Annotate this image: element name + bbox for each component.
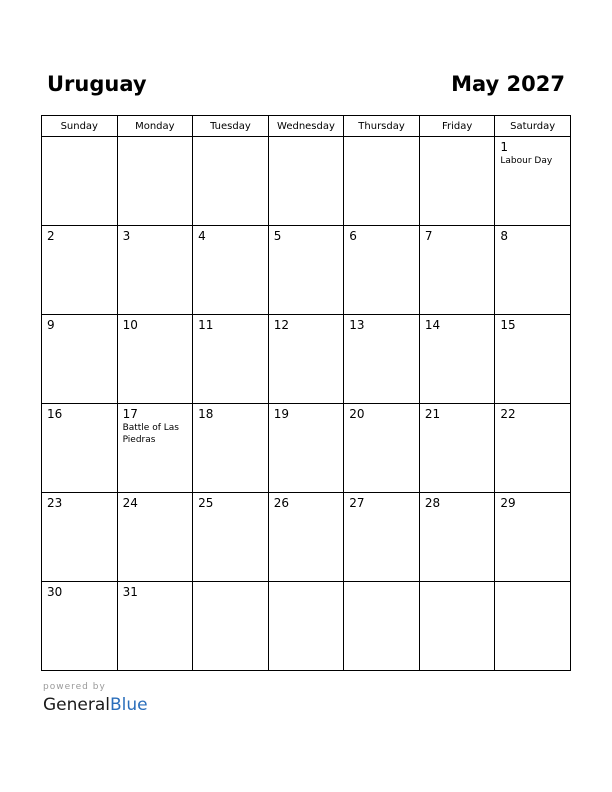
week-row xyxy=(42,226,571,315)
day-cell xyxy=(268,315,344,404)
day-cell xyxy=(117,226,193,315)
holiday-label xyxy=(344,140,419,141)
day-cell xyxy=(344,315,420,404)
holiday-label xyxy=(344,421,419,422)
day-number: 5 xyxy=(273,229,282,243)
day-cell xyxy=(268,582,344,671)
holiday-label xyxy=(118,332,193,333)
holiday-label xyxy=(193,243,268,244)
weekday-sunday: Sunday xyxy=(42,116,118,137)
holiday-label xyxy=(118,243,193,244)
day-cell xyxy=(495,137,571,226)
day-cell xyxy=(193,582,269,671)
week-row xyxy=(42,582,571,671)
holiday-label xyxy=(42,421,117,422)
day-number: 23 xyxy=(47,496,63,510)
day-number: 8 xyxy=(500,229,509,243)
day-cell xyxy=(344,582,420,671)
day-number: 21 xyxy=(424,407,441,421)
day-number: 2 xyxy=(47,229,55,243)
day-cell xyxy=(42,582,118,671)
holiday-label xyxy=(420,585,495,586)
weekday-thursday: Thursday xyxy=(344,116,420,137)
holiday-label xyxy=(193,332,268,333)
country-title: Uruguay xyxy=(47,72,147,96)
day-cell xyxy=(117,137,193,226)
week-row xyxy=(42,404,571,493)
month-year-title: May 2027 xyxy=(451,72,565,96)
holiday-label xyxy=(269,585,344,586)
week-row xyxy=(42,493,571,582)
week-row xyxy=(42,315,571,404)
day-number: 31 xyxy=(122,585,138,599)
holiday-label xyxy=(344,332,419,333)
holiday-label xyxy=(193,421,268,422)
weekday-saturday: Saturday xyxy=(495,116,571,137)
day-number: 25 xyxy=(198,496,214,510)
day-number: 14 xyxy=(424,318,441,332)
holiday-label xyxy=(42,140,117,141)
day-cell xyxy=(42,226,118,315)
brand-general-text: General xyxy=(43,695,110,715)
week-row xyxy=(42,137,571,226)
day-cell xyxy=(42,493,118,582)
calendar-grid xyxy=(41,115,571,671)
footer-branding xyxy=(43,682,148,715)
holiday-label xyxy=(118,140,193,141)
holiday-label xyxy=(269,243,344,244)
holiday-label xyxy=(118,510,193,511)
holiday-label xyxy=(344,585,419,586)
day-cell xyxy=(42,315,118,404)
day-cell xyxy=(193,315,269,404)
powered-by-text: powered by xyxy=(43,682,106,692)
holiday-label xyxy=(344,243,419,244)
day-number: 16 xyxy=(47,407,63,421)
holiday-label xyxy=(269,510,344,511)
holiday-label xyxy=(42,243,117,244)
day-number: 13 xyxy=(349,318,365,332)
day-cell xyxy=(419,582,495,671)
holiday-label xyxy=(420,510,495,511)
day-cell xyxy=(419,493,495,582)
weekday-tuesday: Tuesday xyxy=(193,116,269,137)
weekday-monday: Monday xyxy=(117,116,193,137)
holiday-label xyxy=(420,140,495,141)
day-cell xyxy=(193,404,269,493)
day-cell xyxy=(268,226,344,315)
holiday-label xyxy=(495,510,570,511)
day-number: 3 xyxy=(122,229,131,243)
day-number: 29 xyxy=(500,496,516,510)
holiday-label xyxy=(193,510,268,511)
day-cell xyxy=(42,404,118,493)
brand-blue-text: Blue xyxy=(110,695,148,715)
day-cell xyxy=(495,582,571,671)
day-number: 28 xyxy=(424,496,441,510)
day-cell xyxy=(495,226,571,315)
day-number: 30 xyxy=(47,585,63,599)
day-number: 4 xyxy=(198,229,206,243)
day-number: 9 xyxy=(47,318,55,332)
day-cell xyxy=(193,137,269,226)
holiday-label xyxy=(193,140,268,141)
day-number: 22 xyxy=(500,407,516,421)
day-cell xyxy=(268,137,344,226)
day-number: 19 xyxy=(273,407,289,421)
holiday-label: Battle of Las Piedras xyxy=(122,423,179,445)
day-cell xyxy=(419,404,495,493)
day-cell xyxy=(419,315,495,404)
day-cell xyxy=(344,493,420,582)
day-number: 20 xyxy=(349,407,365,421)
holiday-label xyxy=(495,332,570,333)
day-cell xyxy=(268,404,344,493)
day-number: 15 xyxy=(500,318,516,332)
day-number: 26 xyxy=(273,496,289,510)
generalblue-logo[interactable] xyxy=(43,695,148,715)
holiday-label: Labour Day xyxy=(500,156,553,166)
day-cell xyxy=(495,404,571,493)
day-cell xyxy=(193,226,269,315)
holiday-label xyxy=(269,140,344,141)
holiday-label xyxy=(193,585,268,586)
holiday-label xyxy=(495,585,570,586)
day-cell xyxy=(495,315,571,404)
holiday-label xyxy=(42,332,117,333)
weekday-wednesday: Wednesday xyxy=(268,116,344,137)
holiday-label xyxy=(420,332,495,333)
weekday-header-row xyxy=(42,116,571,137)
day-cell xyxy=(42,137,118,226)
holiday-label xyxy=(269,332,344,333)
holiday-label xyxy=(495,421,570,422)
holiday-label xyxy=(42,599,117,600)
day-number: 24 xyxy=(122,496,138,510)
day-number: 17 xyxy=(122,407,138,421)
day-number: 12 xyxy=(273,318,289,332)
day-number: 10 xyxy=(122,318,138,332)
day-cell xyxy=(419,137,495,226)
day-cell xyxy=(117,493,193,582)
holiday-label xyxy=(269,421,344,422)
day-number: 18 xyxy=(198,407,214,421)
day-number: 7 xyxy=(424,229,433,243)
weekday-friday: Friday xyxy=(419,116,495,137)
day-cell xyxy=(193,493,269,582)
day-cell xyxy=(268,493,344,582)
day-cell xyxy=(419,226,495,315)
day-cell xyxy=(495,493,571,582)
day-number: 11 xyxy=(198,318,214,332)
holiday-label xyxy=(495,243,570,244)
day-number: 1 xyxy=(500,140,509,154)
day-cell xyxy=(344,137,420,226)
day-cell xyxy=(117,582,193,671)
day-number: 6 xyxy=(349,229,357,243)
day-cell xyxy=(344,226,420,315)
day-cell xyxy=(117,315,193,404)
day-number: 27 xyxy=(349,496,365,510)
day-cell xyxy=(117,404,193,493)
holiday-label xyxy=(42,510,117,511)
holiday-label xyxy=(344,510,419,511)
holiday-label xyxy=(420,421,495,422)
holiday-label xyxy=(420,243,495,244)
day-cell xyxy=(344,404,420,493)
holiday-label xyxy=(118,599,193,600)
